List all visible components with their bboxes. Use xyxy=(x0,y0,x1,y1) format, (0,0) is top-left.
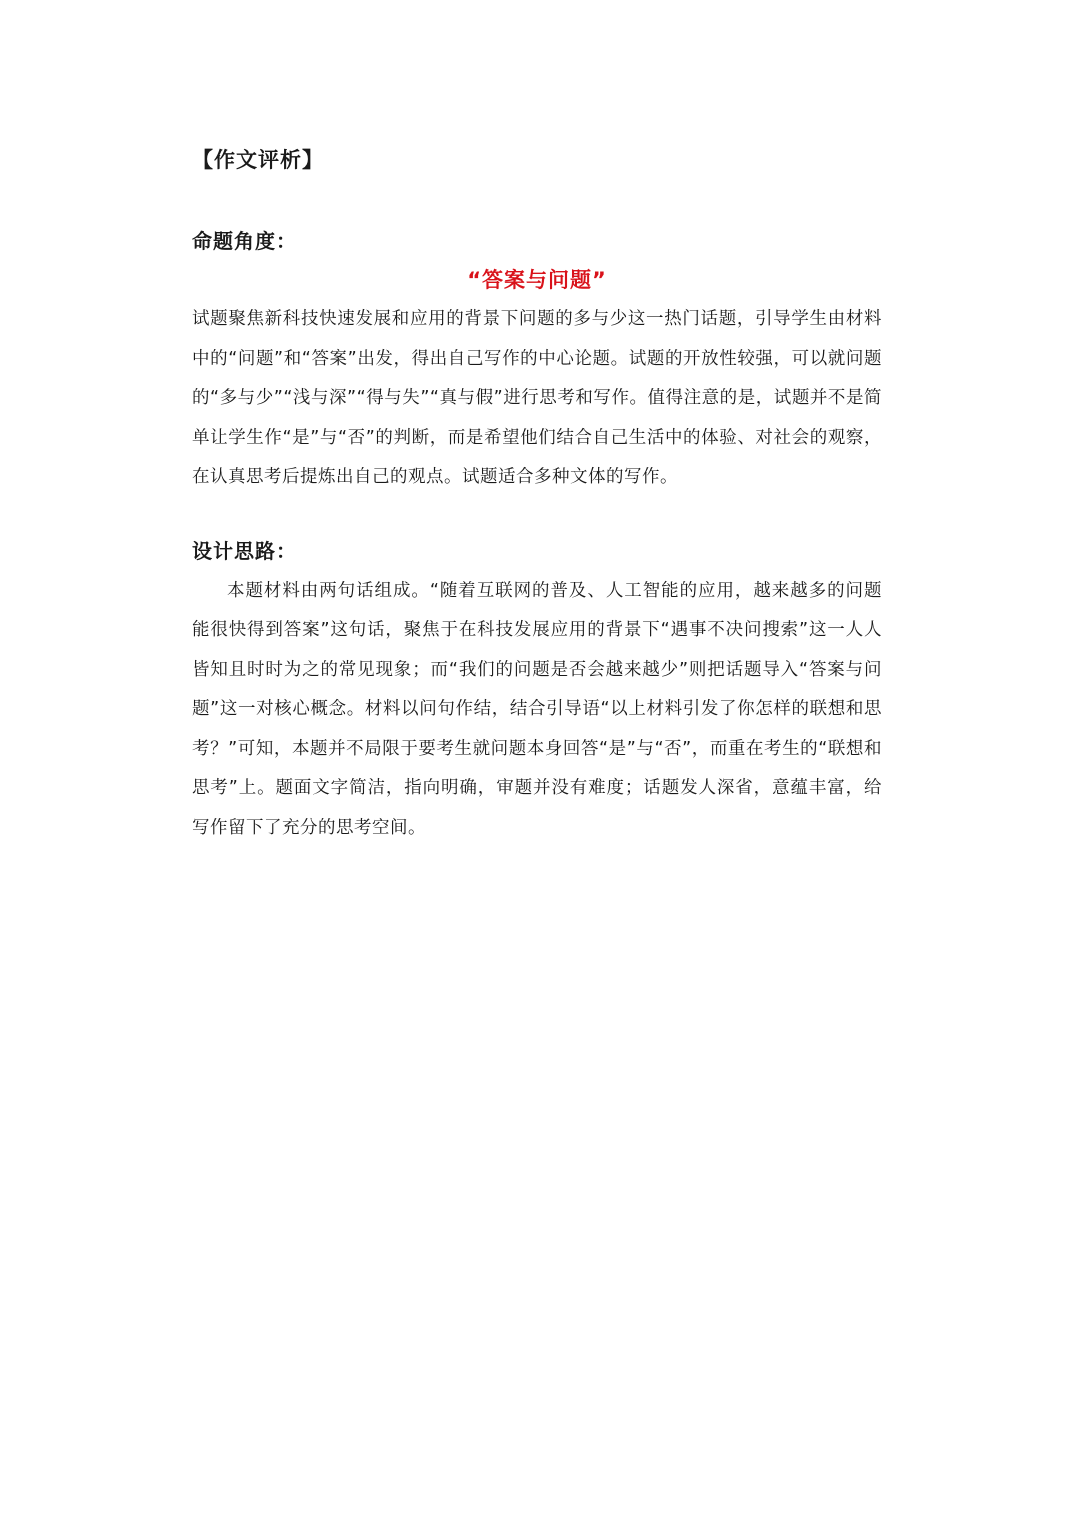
document-heading: 【作文评析】 xyxy=(192,148,324,172)
section-title-proposition-angle: 命题角度： xyxy=(192,229,297,253)
document-content xyxy=(192,140,882,848)
section-title-design-idea: 设计思路： xyxy=(192,538,297,563)
design-idea-paragraph: 本题材料由两句话组成。“随着互联网的普及、人工智能的应用，越来越多的问题能很快得到答案”这句话，聚焦于在科技发展应用的背景下“遇事不决问搜索”这一人人皆知且时时为之的常见现象；而“我们的问题是否会越来越少”则把话题导入“答案与问题”这一对核心概念。材料以问句作结，结合引导语“以上材料引发了你怎样的联想和思考？”可知，本题并不局限于要考生就问题本身回答“是”与“否”，而重在考生的“联想和思考”上。题面文字简洁，指向明确，审题并没有难度；话题发人深省，意蕴丰富，给写作留下了充分的思考空间。 xyxy=(192,580,882,838)
topic-title: “答案与问题” xyxy=(467,268,607,292)
proposition-angle-paragraph: 试题聚焦新科技快速发展和应用的背景下问题的多与少这一热门话题，引导学生由材料中的“问题”和“答案”出发，得出自己写作的中心论题。试题的开放性较强，可以就问题的“多与少”“浅与深”“得与失”“真与假”进行思考和写作。值得注意的是，试题并不是简单让学生作“是”与“否”的判断，而是希望他们结合自己生活中的体验、对社会的观察，在认真思考后提炼出自己的观点。试题适合多种文体的写作。 xyxy=(192,309,882,487)
